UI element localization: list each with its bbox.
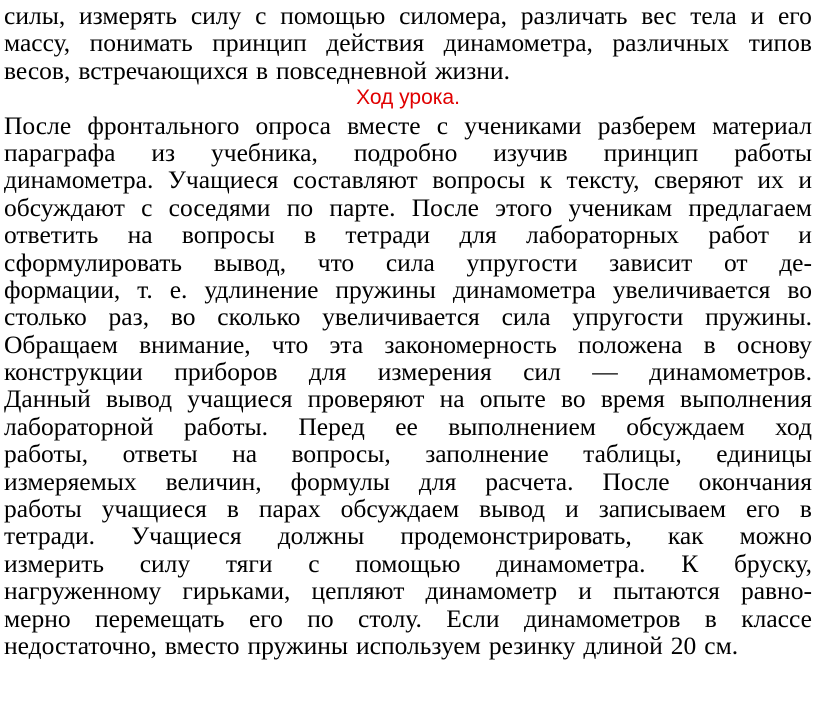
section-heading: Ход урока. [356, 86, 460, 110]
word: столько [4, 302, 87, 332]
word: встречающихся [78, 55, 248, 85]
word: ответить [4, 220, 99, 250]
word: расчета. [485, 466, 574, 496]
word: записываем [598, 494, 727, 524]
word: динамометра, [443, 28, 593, 58]
word: принцип [212, 28, 307, 58]
word: в [799, 494, 812, 524]
word: его [248, 603, 283, 633]
word: После [4, 110, 72, 140]
word: различных [612, 28, 730, 58]
word: пружины [247, 630, 349, 660]
word: и [578, 576, 592, 606]
word: удлинение [204, 274, 319, 304]
text-line [4, 276, 812, 303]
text-line [4, 413, 812, 440]
word: де- [779, 247, 812, 277]
word: помощью [280, 1, 386, 30]
word: помощью [355, 548, 461, 578]
text-line [4, 194, 812, 221]
word: динамометр [425, 576, 558, 606]
word: во [787, 274, 812, 304]
word: Перед [298, 411, 365, 441]
word: вопросы, [291, 439, 391, 469]
word: опроса [255, 110, 331, 140]
text-line [4, 550, 812, 577]
word: в [255, 55, 269, 85]
word: сформулировать [4, 247, 183, 277]
word: выполнения [680, 384, 812, 414]
word: основу [736, 329, 812, 359]
word: измерить [4, 548, 104, 578]
word: силу [190, 1, 242, 30]
word: продемонстрировать, [400, 521, 632, 551]
word: силомера, [399, 1, 507, 30]
word: с [436, 110, 449, 140]
word: во [561, 384, 586, 414]
word: Обращаем [4, 329, 118, 359]
word: увеличивается [322, 302, 480, 332]
word: После [602, 466, 670, 496]
word: резинку [488, 630, 576, 660]
word: упругости [466, 247, 578, 277]
word: должны [277, 521, 365, 551]
word: из [151, 137, 176, 167]
word: и [750, 1, 765, 30]
word: сила [385, 247, 435, 277]
word: вопросы [432, 165, 526, 195]
word: лабораторных [526, 220, 680, 250]
body-paragraph [4, 112, 812, 660]
word: проверяют [307, 384, 425, 414]
word: весов, [4, 55, 71, 85]
word: работы, [4, 439, 89, 469]
word: работы [4, 494, 82, 524]
word: вес [641, 1, 677, 30]
word: силу [139, 548, 191, 578]
word: Учащиеся [167, 165, 279, 195]
word: этого [495, 192, 553, 222]
word: с [141, 192, 153, 222]
word: по [286, 192, 314, 222]
word: 20 [670, 630, 697, 660]
word: силы, [4, 1, 66, 30]
word: изучив [493, 137, 568, 167]
word: учащиеся [187, 384, 293, 414]
word: во [170, 302, 196, 332]
word: что [271, 329, 309, 359]
text-line [4, 2, 812, 29]
word: материал [712, 110, 812, 140]
word: время [600, 384, 665, 414]
word: типов [748, 28, 812, 58]
word: ход [775, 411, 812, 441]
word: внимание, [139, 329, 251, 359]
word: величин, [165, 466, 262, 496]
word: их [757, 165, 784, 195]
word: Данный [4, 384, 91, 414]
text-line [4, 166, 812, 193]
text-line [4, 112, 812, 139]
word: можно [739, 521, 812, 551]
word: е. [169, 274, 188, 304]
word: лабораторной [4, 411, 154, 441]
text-line [4, 385, 812, 412]
word: вопросы [181, 220, 275, 250]
text-line [4, 29, 812, 56]
word: от [723, 247, 748, 277]
word: различать [520, 1, 628, 30]
word: приборов [174, 357, 278, 387]
word: закономерность [384, 329, 557, 359]
word: парте. [329, 192, 396, 222]
text-line [4, 139, 812, 166]
word: для [459, 220, 497, 250]
word: в [304, 220, 317, 250]
word: пытаются [613, 576, 720, 606]
word: — [592, 357, 618, 387]
word: учебника, [211, 137, 318, 167]
word: соседями [168, 192, 271, 222]
word: нагруженному [4, 576, 162, 606]
word: т. [137, 274, 153, 304]
word: для [308, 357, 347, 387]
word: работ [708, 220, 769, 250]
word: к [539, 165, 553, 195]
word: динамометра. [496, 548, 646, 578]
word: обсуждают [4, 192, 125, 222]
word: тяги [225, 548, 273, 578]
word: длиной [583, 630, 663, 660]
word: и [798, 165, 812, 195]
word: и [565, 494, 579, 524]
word: гирьками, [182, 576, 291, 606]
word: формулы [290, 466, 390, 496]
word: тетради [345, 220, 431, 250]
text-line [4, 303, 812, 330]
word: работы [734, 137, 812, 167]
word: таблицы, [583, 439, 682, 469]
word: принцип [603, 137, 699, 167]
word: равно- [740, 576, 812, 606]
word: мерно [4, 603, 71, 633]
word: перемещать [95, 603, 225, 633]
word: окончания [698, 466, 812, 496]
word: вместе [347, 110, 421, 140]
word: в [704, 603, 717, 633]
word: единицы [716, 439, 812, 469]
word: цепляют [311, 576, 405, 606]
text-line [4, 632, 812, 659]
word: конструкции [4, 357, 143, 387]
word: тела [690, 1, 737, 30]
word: разберем [597, 110, 697, 140]
word: понимать [89, 28, 193, 58]
word: работы. [183, 411, 269, 441]
word: формации, [4, 274, 121, 304]
word: обсуждаем [340, 494, 460, 524]
word: как [667, 521, 704, 551]
word: раз, [108, 302, 150, 332]
text-line [4, 522, 812, 549]
word: в [703, 329, 716, 359]
word: динамометров. [649, 357, 812, 387]
word: сверяют [654, 165, 743, 195]
word: вывод, [213, 247, 287, 277]
word: После [411, 192, 479, 222]
word: положена [578, 329, 683, 359]
word: фронтального [87, 110, 240, 140]
word: повседневной [276, 55, 427, 85]
word: столу. [358, 603, 422, 633]
word: его [777, 1, 812, 30]
text-line [4, 57, 812, 84]
document-page [4, 0, 812, 659]
text-line [4, 468, 812, 495]
text-line [4, 495, 812, 522]
word: и [798, 220, 812, 250]
word: сил [523, 357, 561, 387]
text-line [4, 221, 812, 248]
word: зависит [609, 247, 693, 277]
word: пружины. [705, 302, 812, 332]
text-line [4, 331, 812, 358]
word: парах [258, 494, 321, 524]
word: Учащиеся [131, 521, 242, 551]
word: измеряемых [4, 466, 137, 496]
word: классе [741, 603, 812, 633]
word: выполнением [448, 411, 596, 441]
word: учениками [464, 110, 582, 140]
word: заполнение [425, 439, 549, 469]
word: динамометра. [4, 165, 154, 195]
word: вывод [106, 384, 173, 414]
word: на [127, 220, 153, 250]
word: бруску, [733, 548, 812, 578]
word: на [232, 439, 258, 469]
word: по [307, 603, 334, 633]
word: используем [356, 630, 481, 660]
word: упругости [572, 302, 684, 332]
word: с [255, 1, 267, 30]
word: обсуждаем [626, 411, 745, 441]
text-line [4, 358, 812, 385]
word: динамометров [523, 603, 681, 633]
word: ученикам [568, 192, 673, 222]
word: Если [446, 603, 500, 633]
word: действия [326, 28, 425, 58]
word: параграфа [4, 137, 116, 167]
word: сколько [217, 302, 301, 332]
word: с [308, 548, 320, 578]
word: вывод [479, 494, 546, 524]
word: вместо [164, 630, 240, 660]
word: жизни. [434, 55, 510, 85]
word: см. [704, 630, 739, 660]
word: измерять [78, 1, 178, 30]
word: измерения [377, 357, 492, 387]
intro-paragraph [4, 0, 812, 84]
word: динамометра [452, 274, 596, 304]
word: учащиеся [101, 494, 207, 524]
word: его [745, 494, 780, 524]
word: подробно [353, 137, 458, 167]
word: сила [501, 302, 551, 332]
word: пружины [335, 274, 436, 304]
word: эта [329, 329, 364, 359]
word: тетради. [4, 521, 95, 551]
word: ответы [122, 439, 198, 469]
text-line [4, 249, 812, 276]
word: для [418, 466, 457, 496]
word: составляют [292, 165, 418, 195]
word: опыте [479, 384, 546, 414]
word: что [317, 247, 355, 277]
text-line [4, 605, 812, 632]
word: недостаточно, [4, 630, 157, 660]
word: К [681, 548, 699, 578]
text-line [4, 577, 812, 604]
word: предлагаем [688, 192, 812, 222]
word: в [226, 494, 239, 524]
word: тексту, [566, 165, 640, 195]
text-line [4, 440, 812, 467]
word: увеличивается [612, 274, 771, 304]
word: на [439, 384, 465, 414]
word: ее [395, 411, 418, 441]
word: массу, [4, 28, 71, 58]
